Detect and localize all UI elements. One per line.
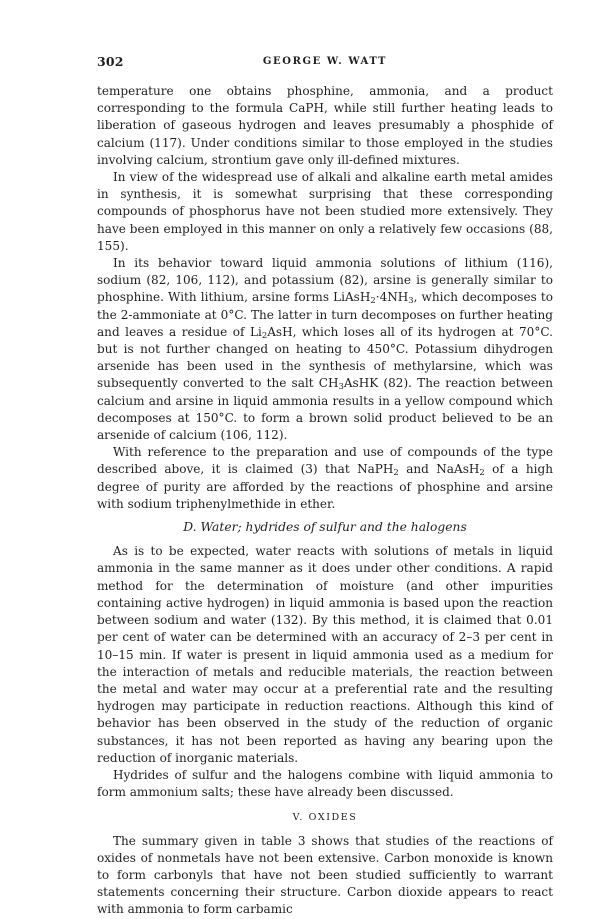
paragraph-water: As is to be expected, water reacts with solutions of metals in liquid ammonia in the same manner as it does under other conditions. A rapid method for the determination of moisture (and other impurities containing active hydrogen) in liquid ammonia is based upon the reaction between sodium and water (132). By this method, it is claimed that 0.01 per cent of water can be determined with an accuracy of 2–3 per cent in 10–15 min. If water is present in liquid ammonia used as a medium for the interaction of metals and reducible materials, the reaction between the metal and water may occur at a preferential rate and the resulting hydrogen may participate in reduction reactions. Although this kind of behavior has been observed in the study of the reduction of organic substances, it has not been reported as having any bearing upon the reduction of inorganic materials. bbox=[97, 544, 553, 765]
paragraph-oxides: The summary given in table 3 shows that studies of the reactions of oxides of nonmetals have not been extensive. Carbon monoxide is known to form carbonyls that have not been studied sufficiently to warrant statements concerning their structure. Carbon dioxide appears to react with ammonia to form carbamic bbox=[97, 833, 553, 917]
subscript: 3 bbox=[408, 295, 414, 306]
subscript: 2 bbox=[261, 329, 268, 340]
paragraph-hydrides: Hydrides of sulfur and the halogens combine with liquid ammonia to form ammonium salts; these have already been discussed. bbox=[97, 767, 553, 800]
text-span: and NaAsH bbox=[398, 462, 480, 477]
paragraph-continuation: temperature one obtains phosphine, ammonia, and a product corresponding to the formula CaPH, while still further heating leads to liberation of gaseous hydrogen and leaves presumably a phosphide of calcium (117). Under conditions similar to those employed in the studies involving calcium, strontium gave only ill-defined mixtures. bbox=[97, 84, 553, 167]
subscript: 2 bbox=[479, 467, 485, 478]
paragraph-arsine bbox=[97, 255, 553, 444]
text-span: , which decomposes to the 2-ammoniate at 0°C. The latter in turn decomposes on further heating and leaves a residue of Li bbox=[97, 290, 553, 339]
text-span: of a high degree of purity are afforded by the reactions of phosphine and arsine with sodium triphenylmethide in ether. bbox=[97, 462, 553, 511]
section-title-text: Water; hydrides of sulfur and the halogens bbox=[196, 520, 467, 535]
text-span: AsHK (82). The reaction between calcium and arsine in liquid ammonia results in a yellow compound which decomposes at 150°C. to form a brown solid product believed to be an arsenide of calcium (106, 112). bbox=[97, 376, 553, 443]
section-heading-d bbox=[97, 519, 553, 536]
subscript: 2 bbox=[393, 467, 399, 478]
subscript: 3 bbox=[338, 381, 344, 392]
paragraph-preparation bbox=[97, 444, 553, 513]
section-heading-oxides: V. OXIDES bbox=[292, 812, 358, 824]
text-span: In its behavior toward liquid ammonia solutions of lithium (116), sodium (82, 106, 112), and potassium (82), arsine is generally similar to phosphine. With lithium, arsine forms LiAsH bbox=[97, 256, 553, 305]
text-span: With reference to the preparation and use of compounds of the type described above, it is claimed (3) that NaPH bbox=[97, 445, 553, 477]
running-head: GEORGE W. WATT bbox=[262, 56, 388, 67]
page-header bbox=[97, 54, 553, 72]
page-number: 302 bbox=[97, 54, 124, 69]
body-text bbox=[97, 83, 553, 919]
text-span: ·4NH bbox=[375, 290, 409, 305]
text-span: AsH, which loses all of its hydrogen at 70°C. but is not further changed on heating to 450°C. Potassium dihydrogen arsenide has been used in the synthesis of methylarsine, which was subsequently converted to the salt CH bbox=[97, 324, 553, 391]
section-label: D. bbox=[183, 520, 197, 535]
subscript: 2 bbox=[370, 295, 376, 306]
paragraph-amides: In view of the widespread use of alkali and alkaline earth metal amides in synthesis, it is somewhat surprising that these corresponding compounds of phosphorus have not been studied more extensively. They have been employed in this manner on only a relatively few occasions (88, 155). bbox=[97, 170, 553, 253]
